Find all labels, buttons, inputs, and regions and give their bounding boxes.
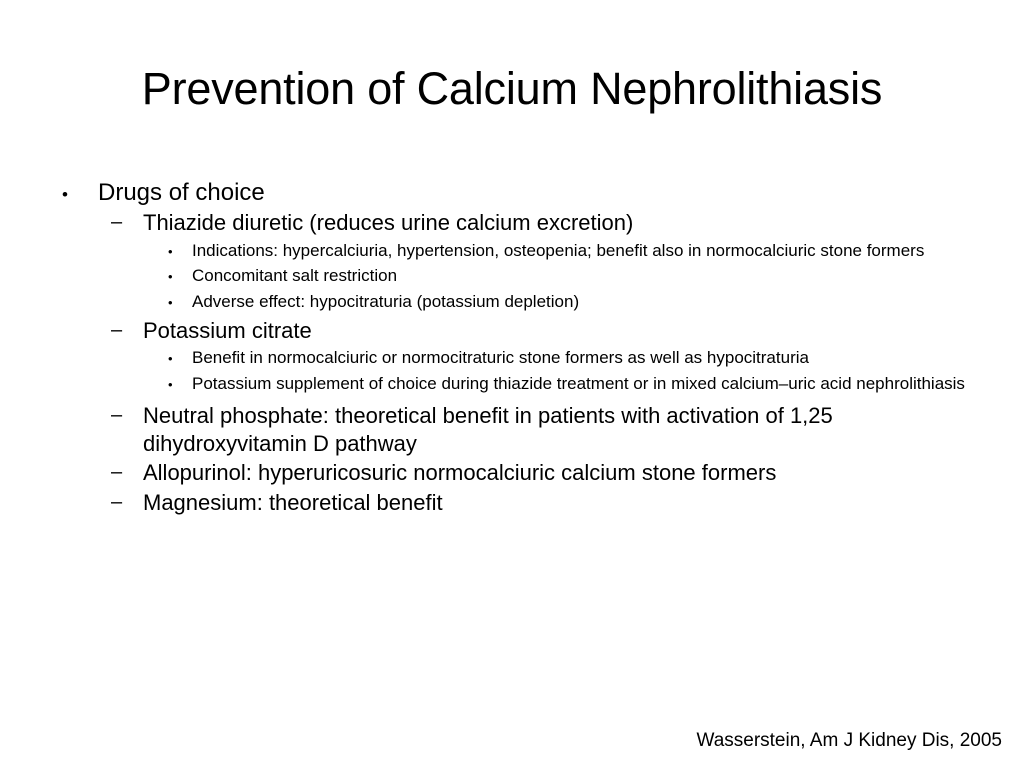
bullet-dash-icon: – bbox=[111, 404, 123, 427]
list-item-label: Concomitant salt restriction bbox=[192, 266, 398, 286]
bullet-dot-icon: • bbox=[168, 376, 173, 392]
bullet-dot-icon: • bbox=[168, 269, 173, 285]
slide-body-content bbox=[56, 178, 968, 518]
bullet-dot-icon: • bbox=[168, 243, 173, 259]
bullet-dash-icon: – bbox=[111, 211, 123, 234]
list-item-allopurinol bbox=[108, 459, 968, 487]
list-item-label: Drugs of choice bbox=[98, 179, 265, 206]
list-item-drugs-of-choice bbox=[56, 178, 968, 207]
list-item-label: Neutral phosphate: theoretical benefit in patients with activation of 1,25 dihydroxyvitamin D pathway bbox=[143, 403, 833, 456]
page-title: Prevention of Calcium Nephrolithiasis bbox=[141, 63, 883, 114]
source-citation: Wasserstein, Am J Kidney Dis, 2005 bbox=[696, 730, 1002, 752]
bullet-dash-icon: – bbox=[111, 318, 123, 341]
list-item-magnesium bbox=[108, 489, 968, 517]
list-item-label: Indications: hypercalciuria, hypertension, osteopenia; benefit also in normocalciuric stone formers bbox=[192, 240, 925, 260]
list-item-concomitant-salt-restriction bbox=[164, 265, 968, 287]
bullet-dot-icon: • bbox=[168, 351, 173, 366]
list-item-label: Thiazide diuretic (reduces urine calcium excretion) bbox=[143, 210, 634, 236]
list-item-label: Benefit in normocalciuric or normocitraturic stone formers as well as hypocitraturia bbox=[192, 348, 809, 367]
bullet-dot-icon: • bbox=[62, 185, 68, 204]
bullet-dash-icon: – bbox=[111, 461, 123, 484]
list-item-thiazide-diuretic bbox=[108, 209, 968, 237]
list-item-label: Adverse effect: hypocitraturia (potassium depletion) bbox=[192, 291, 580, 311]
bullet-dot-icon: • bbox=[168, 294, 173, 310]
list-item-potassium-supplement bbox=[164, 373, 968, 395]
list-item-thiazide-indications bbox=[164, 240, 968, 262]
list-item-label: Allopurinol: hyperuricosuric normocalciuric calcium stone formers bbox=[143, 460, 777, 486]
bullet-dash-icon: – bbox=[111, 490, 123, 513]
list-item-label: Magnesium: theoretical benefit bbox=[143, 489, 443, 515]
list-item-potassium-citrate bbox=[108, 317, 968, 345]
list-item-potassium-citrate-benefit bbox=[164, 347, 968, 369]
list-item-label: Potassium citrate bbox=[143, 317, 312, 343]
list-item-neutral-phosphate bbox=[108, 402, 968, 457]
list-item-label: Potassium supplement of choice during thiazide treatment or in mixed calcium–uric acid nephrolithiasis bbox=[192, 373, 965, 393]
list-item-thiazide-adverse-effect bbox=[164, 291, 968, 313]
